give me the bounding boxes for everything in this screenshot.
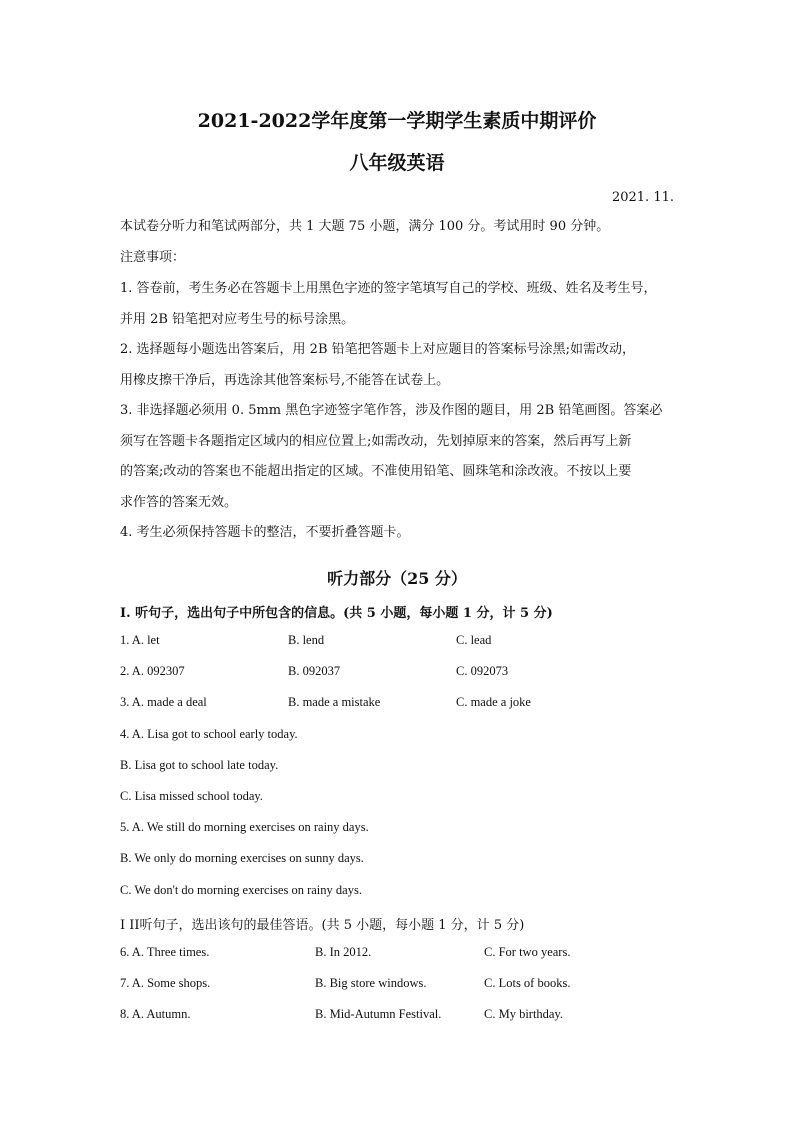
option-b: B. In 2012. [315, 945, 372, 959]
note-line: 2. 选择题每小题选出答案后，用 2B 铅笔把答题卡上对应题目的答案标号涂黑;如需改动， [120, 342, 636, 357]
exam-subtitle: 八年级英语 [349, 152, 445, 174]
option-b: B. 092037 [288, 664, 341, 678]
option-c: C. Lots of books. [484, 976, 571, 990]
note-line: 3. 非选择题必须用 0. 5mm 黑色字迹签字笔作答，涉及作图的题目，用 2B 铅笔画图。答案必 [120, 403, 663, 418]
question-line: 5. A. We still do morning exercises on rainy days. [120, 820, 369, 834]
option-b: B. Big store windows. [315, 976, 427, 990]
option-a: 1. A. let [120, 633, 160, 647]
note-line: 并用 2B 铅笔把对应考生号的标号涂黑。 [120, 311, 355, 327]
option-a: 3. A. made a deal [120, 695, 207, 709]
note-line: 4. 考生必须保持答题卡的整洁，不要折叠答题卡。 [120, 525, 410, 540]
notes-block [120, 274, 680, 549]
note-line: 求作答的答案无效。 [120, 494, 238, 510]
option-c: C. lead [456, 633, 492, 647]
question-line: C. Lisa missed school today. [120, 789, 263, 803]
option-b: B. Mid-Autumn Festival. [315, 1007, 442, 1021]
option-c: C. For two years. [484, 945, 571, 959]
option-b: B. made a mistake [288, 695, 381, 709]
option-a: 8. A. Autumn. [120, 1007, 191, 1021]
option-a: 2. A. 092307 [120, 664, 185, 678]
option-c: C. My birthday. [484, 1007, 564, 1021]
note-line: 的答案;改动的答案也不能超出指定的区域。不准使用铅笔、圆珠笔和涂改液。不按以上要 [120, 464, 632, 479]
part2-header: I II听句子，选出该句的最佳答语。(共 5 小题，每小题 1 分，计 5 分) [120, 918, 525, 933]
notes-title: 注意事项： [120, 250, 186, 265]
question-line: B. Lisa got to school late today. [120, 758, 279, 772]
part1-header: I. 听句子，选出句子中所包含的信息。(共 5 小题，每小题 1 分，计 5 分) [120, 606, 553, 621]
option-c: C. 092073 [456, 664, 509, 678]
intro-text: 本试卷分听力和笔试两部分，共 1 大题 75 小题，满分 100 分。考试用时 90 分钟。 [120, 219, 610, 234]
note-line: 用橡皮擦干净后，再选涂其他答案标号,不能答在试卷上。 [120, 372, 450, 388]
exam-title: 2021-2022学年度第一学期学生素质中期评价 [197, 110, 597, 132]
question-line: C. We don't do morning exercises on rainy days. [120, 883, 362, 897]
option-b: B. lend [288, 633, 325, 647]
exam-date: 2021. 11. [611, 190, 674, 205]
option-c: C. made a joke [456, 695, 531, 709]
option-a: 7. A. Some shops. [120, 976, 211, 990]
note-line: 须写在答题卡各题指定区域内的相应位置上;如需改动，先划掉原来的答案，然后再写上新 [120, 433, 632, 449]
listening-section-title: 听力部分（25 分） [327, 569, 467, 588]
question-line: B. We only do morning exercises on sunny days. [120, 851, 364, 865]
question-line: 4. A. Lisa got to school early today. [120, 727, 298, 741]
note-line: 1. 答卷前，考生务必在答题卡上用黑色字迹的签字笔填写自己的学校、班级、姓名及考生号， [120, 281, 657, 296]
option-a: 6. A. Three times. [120, 945, 210, 959]
